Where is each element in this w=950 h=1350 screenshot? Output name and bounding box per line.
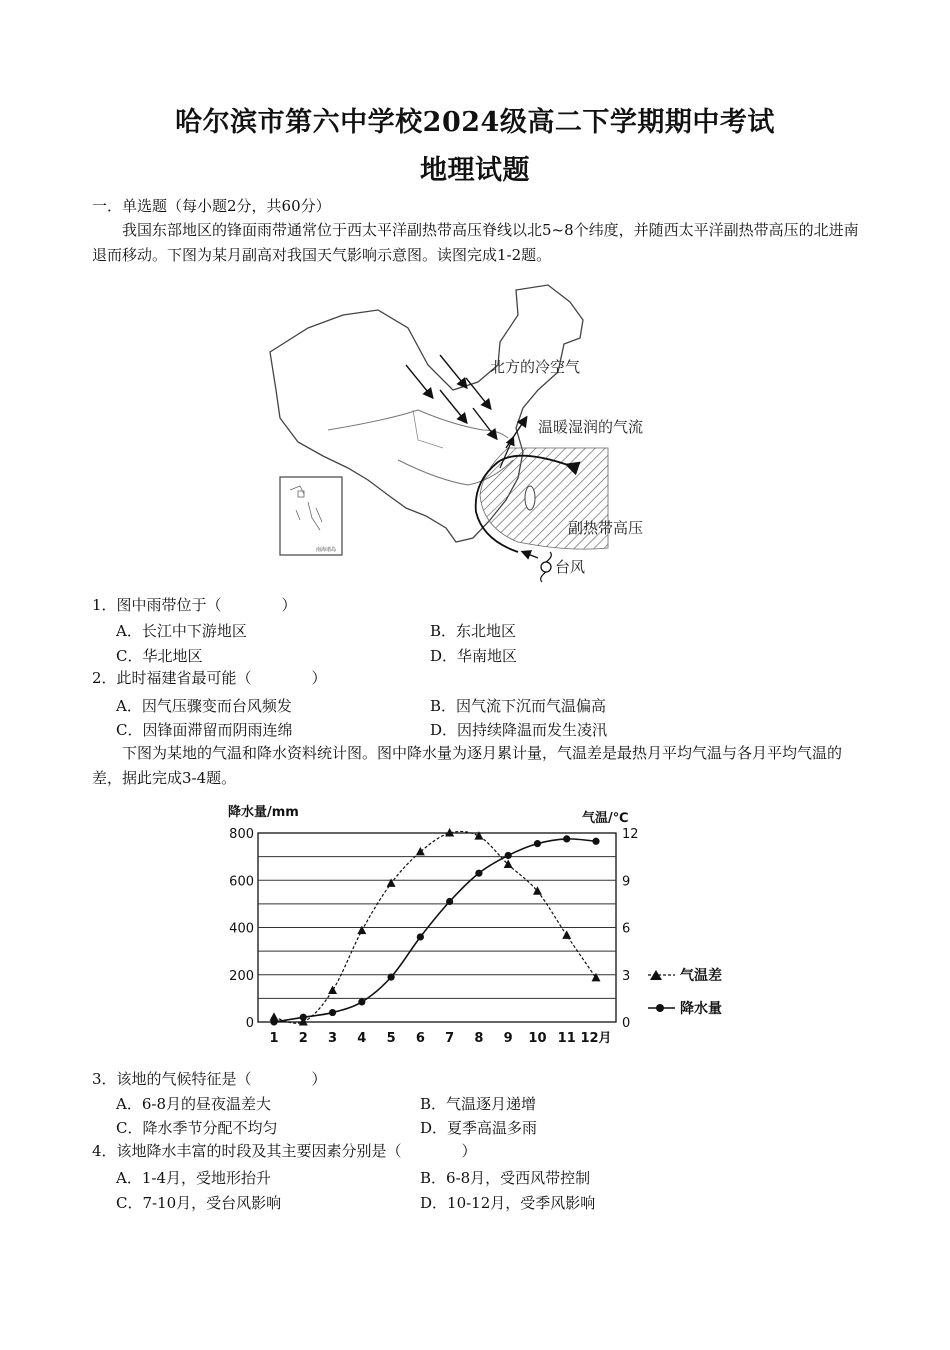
x-tick: 6	[415, 1031, 425, 1046]
q1-option-c[interactable]: C．华北地区	[116, 647, 203, 665]
q4-option-d[interactable]: D．10-12月，受季风影响	[420, 1194, 596, 1212]
q4-option-a[interactable]: A．1-4月，受地形抬升	[116, 1169, 271, 1187]
cold-air-label: 北方的冷空气	[490, 358, 581, 376]
y-left-tick: 0	[245, 1016, 254, 1031]
q4-stem: 4．该地降水丰富的时段及其主要因素分别是（ ）	[92, 1142, 477, 1160]
q1-stem: 1．图中雨带位于（ ）	[92, 596, 297, 614]
exam-subtitle: 地理试题	[420, 155, 530, 186]
precip-point	[505, 852, 512, 859]
x-tick: 11	[557, 1031, 576, 1046]
passage-1: 我国东部地区的锋面雨带通常位于西太平洋副热带高压脊线以北5~8个纬度，并随西太平洋副热带高压的北进南退而移动。下图为某月副高对我国天气影响示意图。读图完成1-2题。	[92, 221, 859, 264]
q3-option-a[interactable]: A．6-8月的昼夜温差大	[116, 1095, 271, 1113]
subtropical-high-label: 副热带高压	[568, 519, 644, 537]
x-tick: 4	[357, 1031, 367, 1046]
x-tick: 1	[269, 1031, 279, 1046]
series-line-precip	[274, 839, 596, 1022]
y-right-tick: 0	[622, 1016, 631, 1031]
y-right-tick: 3	[622, 968, 631, 984]
inset-map-frame	[280, 477, 342, 555]
y-left-tick: 200	[229, 968, 254, 984]
exam-title: 哈尔滨市第六中学校2024级高二下学期期中考试	[175, 107, 775, 138]
legend-temp-diff: 气温差	[680, 968, 722, 984]
x-tick: 8	[474, 1031, 484, 1046]
chart-grid	[258, 833, 616, 1022]
q2-option-a[interactable]: A．因气压骤变而台风频发	[116, 697, 292, 715]
precip-point	[300, 1014, 307, 1021]
inset-label: 南海诸岛	[315, 547, 337, 553]
q4-option-b[interactable]: B．6-8月，受西风带控制	[420, 1169, 591, 1187]
typhoon-label: 台风	[555, 558, 586, 576]
y-left-tick: 600	[229, 874, 254, 890]
q1-option-a[interactable]: A．长江中下游地区	[116, 622, 247, 640]
x-tick: 9	[503, 1031, 513, 1046]
legend-precip: 降水量	[680, 1001, 722, 1017]
x-tick: 5	[386, 1031, 396, 1046]
temp-diff-point	[592, 973, 601, 982]
precip-point	[417, 933, 424, 940]
y-right-tick: 9	[622, 874, 631, 890]
precip-point	[329, 1009, 336, 1016]
typhoon-icon	[541, 552, 552, 582]
q1-option-b[interactable]: B．东北地区	[430, 622, 517, 640]
q4-option-c[interactable]: C．7-10月，受台风影响	[116, 1194, 282, 1212]
x-tick: 10	[528, 1031, 547, 1046]
precip-point	[475, 870, 482, 877]
chart-series	[270, 828, 601, 1026]
legend	[648, 967, 722, 1017]
x-tick: 7	[445, 1031, 455, 1046]
temp-diff-point	[416, 847, 425, 856]
y-left-tick: 400	[229, 921, 254, 937]
y-right-axis-label: 气温/℃	[582, 811, 629, 826]
y-left-tick: 800	[229, 827, 254, 842]
passage-2: 下图为某地的气温和降水资料统计图。图中降水量为逐月累计量，气温差是最热月平均气温与各月平均气温的差，据此完成3-4题。	[92, 744, 843, 787]
precip-point	[358, 998, 365, 1005]
warm-air-label: 温暖湿润的气流	[538, 418, 644, 436]
x-tick: 2	[298, 1031, 308, 1046]
q2-option-d[interactable]: D．因持续降温而发生凌汛	[430, 721, 608, 739]
q3-option-c[interactable]: C．降水季节分配不均匀	[116, 1119, 278, 1137]
climate-chart	[220, 800, 740, 1055]
precip-point	[387, 974, 394, 981]
q3-option-d[interactable]: D．夏季高温多雨	[420, 1119, 538, 1137]
y-right-tick: 12	[622, 827, 639, 842]
q3-option-b[interactable]: B．气温逐月递增	[420, 1095, 537, 1113]
precip-point	[534, 840, 541, 847]
y-left-axis-label: 降水量/mm	[228, 805, 299, 820]
section-heading: 一．单选题（每小题2分，共60分）	[92, 197, 331, 215]
precip-point	[446, 898, 453, 905]
q2-option-c[interactable]: C．因锋面滞留而阴雨连绵	[116, 721, 293, 739]
temp-diff-point	[357, 926, 366, 935]
temp-diff-point	[328, 986, 337, 995]
chart-ticks	[229, 827, 638, 1046]
precip-point	[592, 838, 599, 845]
q2-stem: 2．此时福建省最可能（ ）	[92, 669, 327, 687]
x-tick: 12月	[580, 1031, 612, 1046]
q1-option-d[interactable]: D．华南地区	[430, 647, 518, 665]
q3-stem: 3．该地的气候特征是（ ）	[92, 1070, 327, 1088]
q2-option-b[interactable]: B．因气流下沉而气温偏高	[430, 697, 607, 715]
precip-point	[563, 835, 570, 842]
precip-point	[270, 1018, 277, 1025]
x-tick: 3	[328, 1031, 338, 1046]
legend-circle-icon	[656, 1004, 664, 1012]
weather-map	[268, 280, 668, 585]
y-right-tick: 6	[622, 921, 631, 937]
